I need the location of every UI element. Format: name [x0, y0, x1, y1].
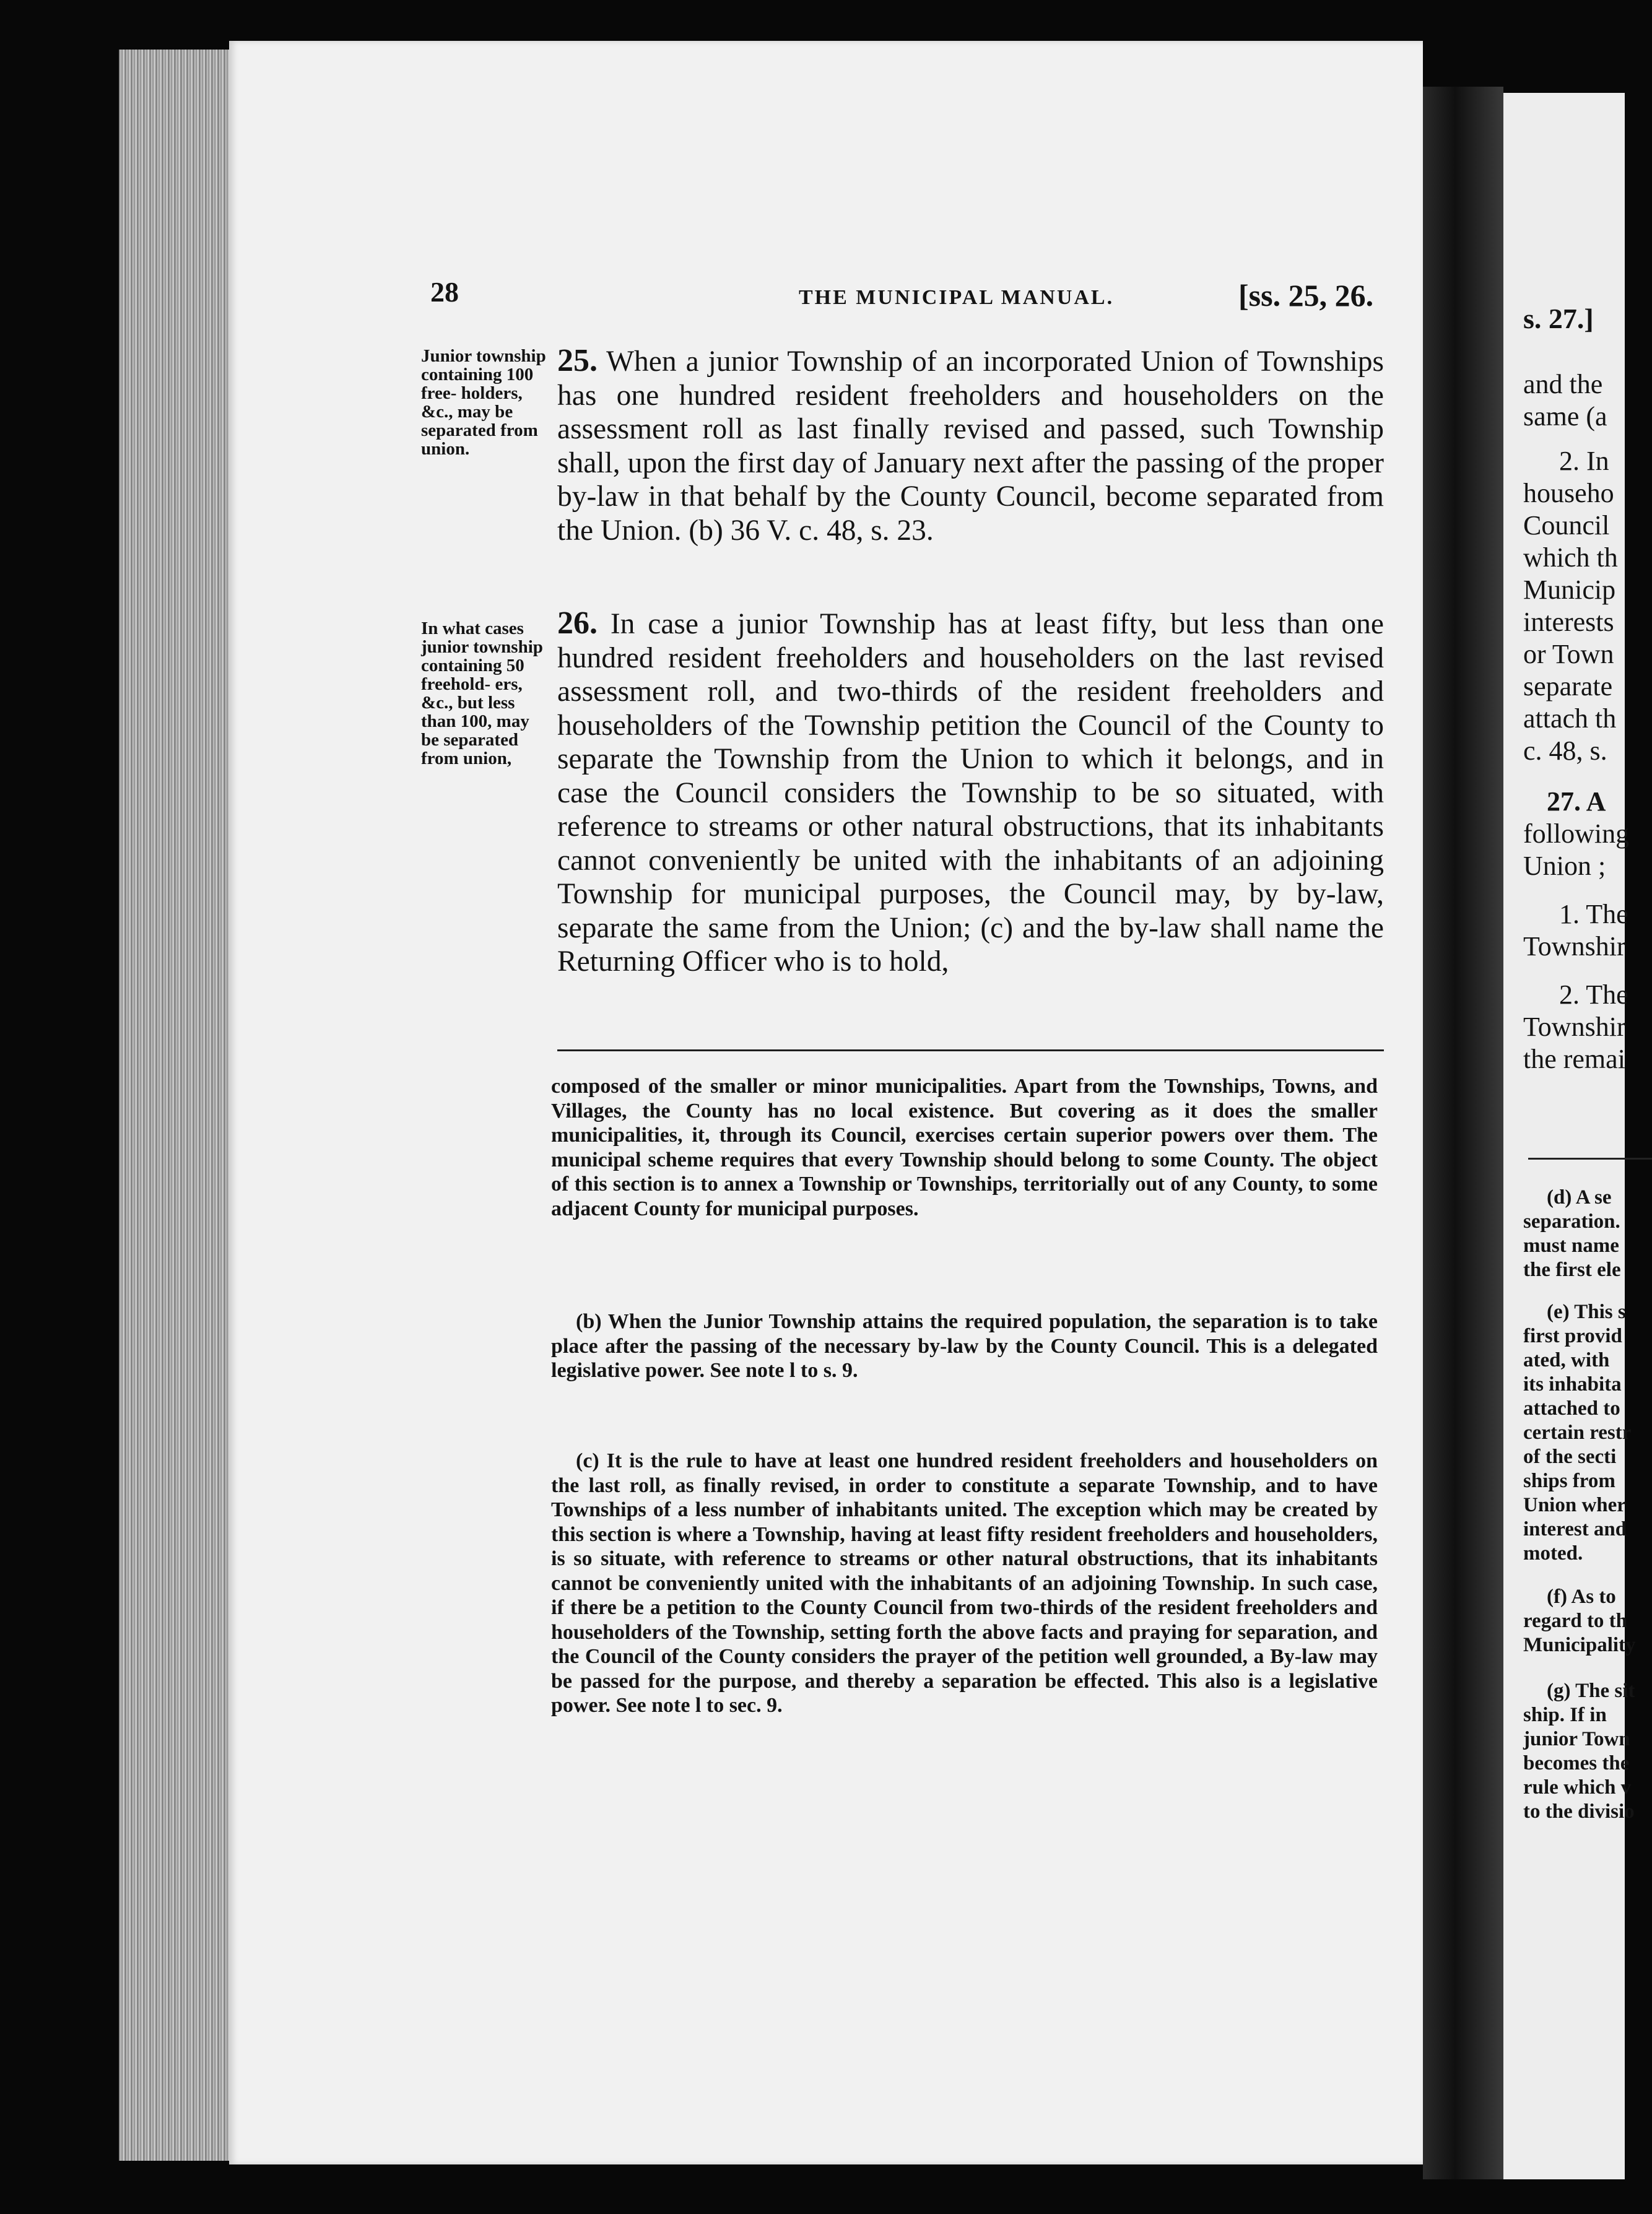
right-footnote-line: first provid — [1523, 1325, 1622, 1347]
right-footnote-line: becomes the — [1523, 1752, 1630, 1774]
right-footnote-line: Union wher — [1523, 1494, 1626, 1516]
section-number: 26. — [557, 606, 598, 641]
right-footnote-line: attached to — [1523, 1397, 1620, 1420]
right-footnote-line: (d) A se — [1547, 1186, 1612, 1209]
right-page-line: interests — [1523, 607, 1614, 637]
section-text: In case a junior Township has at least fifty, but less than one hundred resident freeholders and householders on the last revised assessment roll, and two-thirds of the resident freeholders and householders of the Township petition the Council of the County to separate the Township from the Union to which it belongs, and in case the Council considers the Township to be so situated, with reference to streams or other natural obstructions, that its inhabitants cannot conveniently be united with the inhabitants of an adjoining Township for municipal purposes, the Council may, by by-law, separate the same from the Union; (c) and the by-law shall name the Returning Officer who is to hold, — [557, 608, 1385, 978]
right-page-line: Council — [1523, 510, 1610, 540]
footnote-text: (b) When the Junior Township attains the required population, the separation is to take place after the passing of the necessary by-law by the County Council. This is a delegated legislative power. See note l to s. 9. — [551, 1310, 1378, 1382]
margin-note-26: In what cases junior township containing 50 freehold- ers, &c., but less than 100, may be separated from union, — [421, 619, 543, 768]
footnote-text: composed of the smaller or minor municipalities. Apart from the Townships, Towns, and Villages, the County has no local existence. But covering as it does the smaller municipalities, it, through its Council, exercises certain superior powers over them. The municipal scheme requires that every Township should belong to some County. The object of this section is to annex a Township or Townships, territorially out of any County, to some adjacent County for municipal purposes. — [551, 1075, 1378, 1220]
section-reference: [ss. 25, 26. — [1238, 278, 1374, 313]
right-footnote-line: rule which v — [1523, 1776, 1632, 1799]
right-footnote-line: Municipality — [1523, 1634, 1636, 1656]
right-footnote-line: its inhabita — [1523, 1373, 1622, 1396]
right-footnote-line: must name — [1523, 1235, 1619, 1257]
right-footnote-line: (g) The sit — [1547, 1680, 1635, 1702]
section-text: When a junior Township of an incorporated Union of Townships has one hundred resident freeholders and householders on the assessment roll as last finally revised and passed, such Township shall, upon the first day of January next after the passing of the proper by-law in that behalf by the County Council, become separated from the Union. (b) 36 V. c. 48, s. 23. — [557, 345, 1384, 547]
section-number: 25. — [557, 343, 598, 378]
footnote-c — [551, 1449, 1378, 1718]
footnote-text: (c) It is the rule to have at least one hundred resident freeholders and householders on the last roll, as finally revised, in order to constitute a separate Township, and to have Townships of a less number of inhabitants united. The exception which may be created by this section is where a Township, having at least fifty resident freeholders and householders, is so situate, with reference to streams or other natural obstructions, that its inhabitants cannot be conveniently united with the inhabitants of an adjoining Township. In such case, if there be a petition to the County Council from two-thirds of the resident freeholders and householders of the Township, setting forth the above facts and praying for separation, and the Council of the County considers the prayer of the petition well grounded, a By-law may be passed for the purpose, and thereby a separation be effected. This also is a legislative power. See note l to sec. 9. — [551, 1449, 1378, 1717]
footnote-continued — [551, 1074, 1378, 1221]
right-page-line: the remai — [1523, 1044, 1625, 1074]
running-title: THE MUNICIPAL MANUAL. — [799, 286, 1115, 309]
section-25 — [557, 344, 1384, 547]
right-footnote-line: (f) As to — [1547, 1586, 1616, 1608]
footnote-b — [551, 1309, 1378, 1383]
right-page-line: Townshir — [1523, 931, 1626, 962]
right-footnote-line: ships from — [1523, 1470, 1615, 1492]
page-edges — [119, 50, 233, 2161]
right-footnote-line: separation. — [1523, 1210, 1620, 1233]
right-page-line: which th — [1523, 542, 1618, 573]
section-26 — [557, 607, 1384, 979]
right-page-line: attach th — [1523, 703, 1617, 734]
right-footnote-separator — [1528, 1158, 1652, 1160]
right-page-line: 2. In — [1559, 446, 1609, 476]
right-page-line: Union ; — [1523, 851, 1606, 881]
right-footnote-line: certain restr — [1523, 1422, 1632, 1444]
right-footnote-line: regard to th — [1523, 1610, 1628, 1632]
margin-note-25: Junior township containing 100 free- holders, &c., may be separated from union. — [421, 346, 546, 459]
right-footnote-line: moted. — [1523, 1542, 1583, 1565]
right-page-line: separate — [1523, 671, 1613, 701]
right-page-line: Municip — [1523, 575, 1616, 605]
right-footnote-line: interest and — [1523, 1518, 1627, 1540]
right-footnote-line: ship. If in — [1523, 1704, 1607, 1726]
right-page-line: 1. The — [1559, 899, 1628, 929]
right-page-line: househo — [1523, 478, 1614, 508]
right-footnote-line: of the secti — [1523, 1446, 1617, 1468]
right-page-header: s. 27.] — [1523, 303, 1594, 334]
footnote-separator — [557, 1049, 1384, 1051]
right-footnote-line: to the divisio — [1523, 1800, 1635, 1823]
right-footnote-line: (e) This s — [1547, 1301, 1626, 1323]
right-footnote-line: ated, with — [1523, 1349, 1610, 1371]
page-number: 28 — [430, 276, 459, 308]
right-page — [1503, 93, 1636, 2179]
right-page-line: or Town — [1523, 639, 1614, 669]
right-page-line: following — [1523, 818, 1630, 849]
right-page-line: c. 48, s. — [1523, 736, 1607, 766]
right-page-line: 2. The — [1559, 979, 1628, 1010]
right-page-line: and the — [1523, 369, 1603, 399]
right-page-line: 27. A — [1547, 786, 1606, 817]
book-gutter — [1423, 87, 1503, 2179]
right-footnote-line: the first ele — [1523, 1259, 1621, 1281]
right-page-line: Townshir — [1523, 1012, 1626, 1042]
right-page-line: same (a — [1523, 401, 1607, 432]
right-footnote-line: junior Town — [1523, 1728, 1630, 1750]
